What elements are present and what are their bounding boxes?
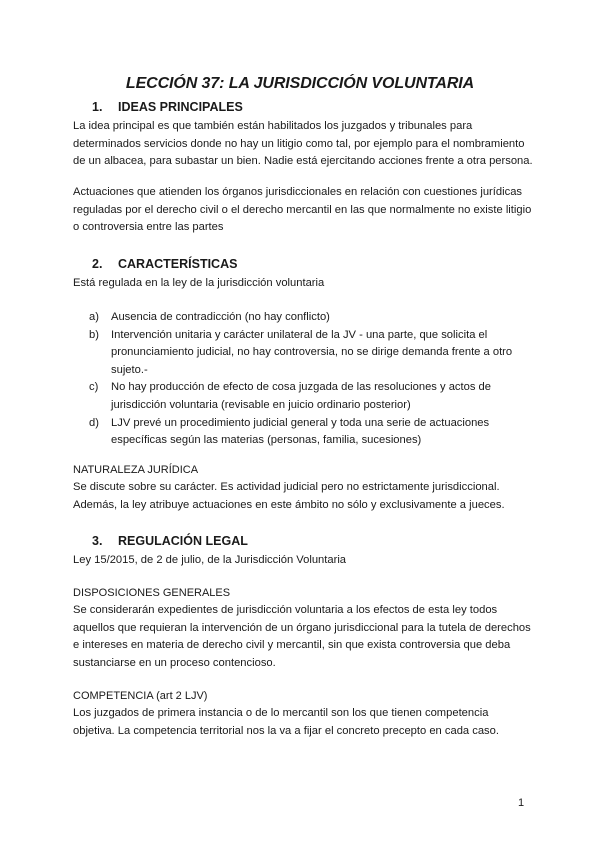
list-item-text: Ausencia de contradicción (no hay conflicto): [111, 311, 330, 323]
nature-subheading: NATURALEZA JURÍDICA: [73, 464, 199, 476]
list-item: [89, 309, 519, 327]
section-2-intro: Está regulada en la ley de la jurisdicción voluntaria: [73, 277, 325, 289]
nature-paragraph: Se discute sobre su carácter. Es actividad judicial pero no estrictamente jurisdiccional. Además, la ley atribuye actuaciones en este ámbito no sólo y exclusivamente a jueces.: [73, 481, 505, 511]
section-1-number: 1.: [92, 100, 103, 114]
list-item-marker: b): [89, 328, 99, 341]
characteristics-list: [89, 309, 519, 450]
section-2-title: CARACTERÍSTICAS: [118, 257, 238, 271]
section-3-number: 3.: [92, 534, 103, 548]
section-2-number: 2.: [92, 257, 103, 271]
list-item: [89, 327, 519, 380]
section-1-paragraph-2: Actuaciones que atienden los órganos jurisdiccionales en relación con cuestiones jurídicas reguladas por el derecho civil o el derecho mercantil en las que normalmente no existe litigio o controversia entre las partes: [73, 186, 532, 234]
section-1-paragraph-1: La idea principal es que también están habilitados los juzgados y tribunales para determinados servicios donde no hay un litigio como tal, por ejemplo para el nombramiento de un albacea, para subastar un bien. Nadie está ejercitando acciones frente a otra persona.: [73, 120, 533, 168]
list-item: [89, 379, 519, 414]
general-provisions-subheading: DISPOSICIONES GENERALES: [73, 587, 231, 599]
section-1-title: IDEAS PRINCIPALES: [118, 100, 243, 114]
competence-subheading: COMPETENCIA (art 2 LJV): [73, 690, 208, 702]
section-1-heading: [92, 99, 243, 116]
page-number: 1: [518, 797, 525, 809]
list-item-text: LJV prevé un procedimiento judicial general y toda una serie de actuaciones específicas según las materias (personas, familia, sucesiones): [111, 416, 490, 447]
section-2-heading: [92, 256, 237, 273]
general-provisions-paragraph: Se considerarán expedientes de jurisdicción voluntaria a los efectos de esta ley todos aquellos que requieran la intervención de un órgano jurisdiccional para la tutela de derechos e intereses en materia de derecho civil y mercantil, sin que exista controversia que deba sustanciarse en un proceso contencioso.: [73, 604, 531, 669]
list-item-marker: a): [89, 311, 99, 323]
list-item-text: No hay producción de efecto de cosa juzgada de las resoluciones y actos de jurisdicción voluntaria (revisable en juicio ordinario posterior): [111, 381, 491, 411]
list-item: [89, 415, 519, 450]
law-reference: Ley 15/2015, de 2 de julio, de la Jurisdicción Voluntaria: [73, 554, 347, 566]
list-item-marker: d): [89, 416, 99, 429]
list-item-text: Intervención unitaria y carácter unilateral de la JV - una parte, que solicita el pronunciamiento judicial, no hay controversia, no se dirige demanda frente a otro sujeto.-: [111, 328, 513, 376]
page-title: LECCIÓN 37: LA JURISDICCIÓN VOLUNTARIA: [125, 75, 475, 92]
list-item-marker: c): [89, 381, 99, 394]
competence-paragraph: Los juzgados de primera instancia o de lo mercantil son los que tienen competencia objetiva. La competencia territorial nos la va a fijar el concreto precepto en cada caso.: [73, 707, 499, 737]
section-3-heading: [92, 533, 248, 550]
section-3-title: REGULACIÓN LEGAL: [118, 534, 248, 548]
